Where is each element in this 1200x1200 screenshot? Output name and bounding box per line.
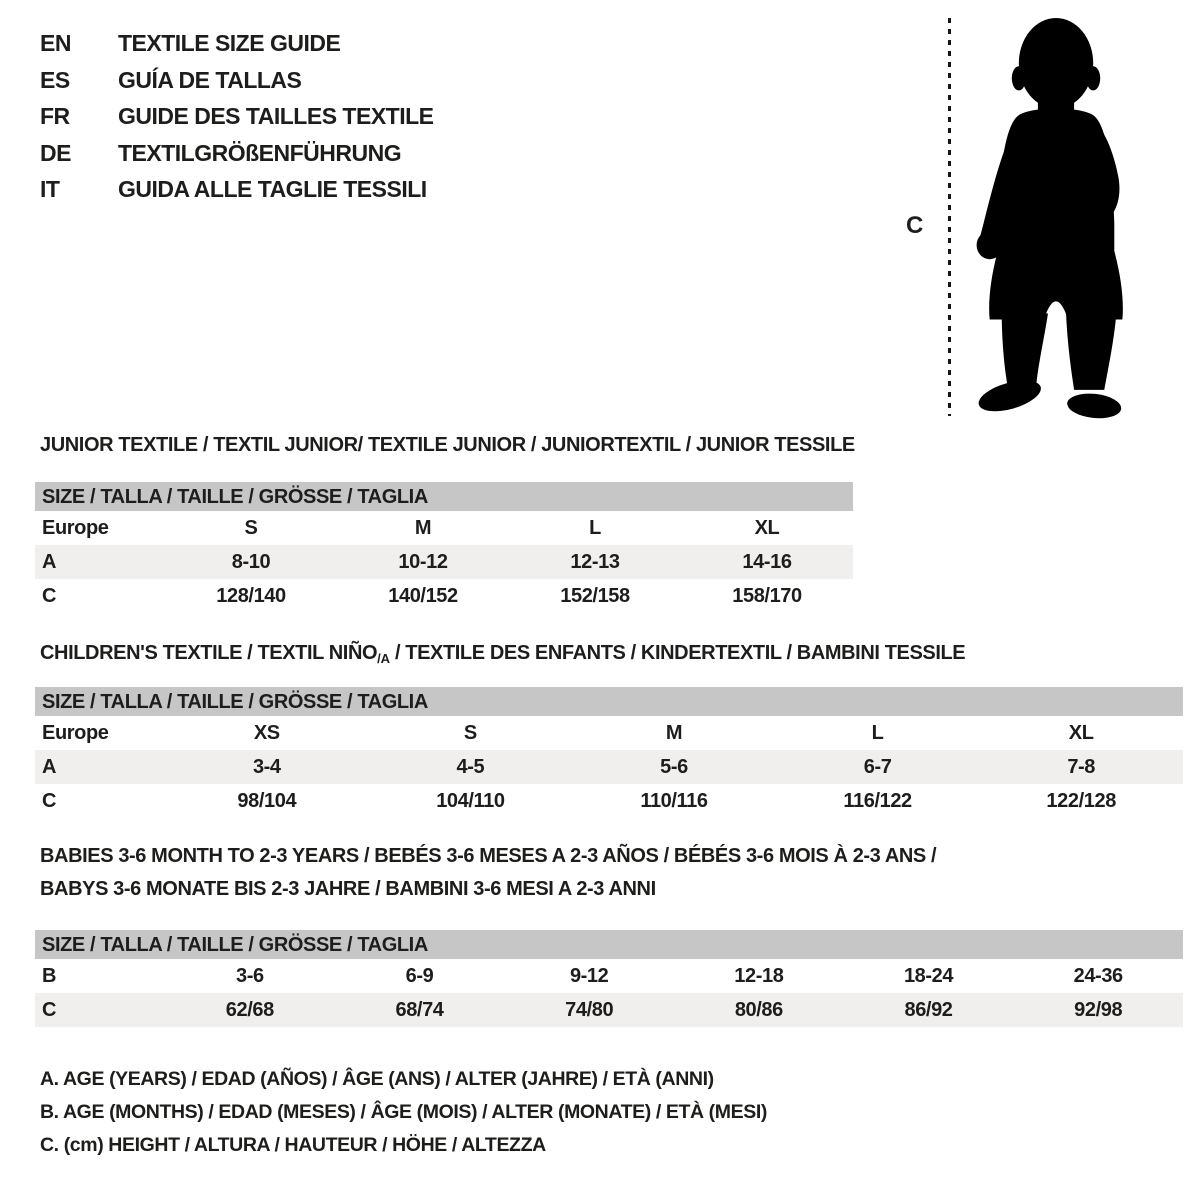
- guide-title-de: TEXTILGRÖßENFÜHRUNG: [118, 139, 402, 166]
- height-cell: 98/104: [237, 789, 297, 812]
- children-size-table: [35, 687, 1183, 818]
- height-cell: 68/74: [395, 998, 444, 1021]
- table-row-age: [35, 545, 853, 579]
- table-row-months: [35, 959, 1183, 993]
- children-section-title: [40, 642, 965, 670]
- language-row-es: [40, 68, 434, 105]
- height-cell: 80/86: [734, 998, 783, 1021]
- size-cell: XS: [253, 721, 280, 744]
- height-cell: 92/98: [1074, 998, 1123, 1021]
- height-cell: 86/92: [904, 998, 953, 1021]
- age-cell: 7-8: [1067, 755, 1096, 778]
- table-row-height: [35, 993, 1183, 1027]
- toddler-silhouette-icon: [966, 14, 1142, 420]
- language-code: DE: [40, 139, 71, 166]
- guide-title-fr: GUIDE DES TAILLES TEXTILE: [118, 103, 434, 129]
- row-label: A: [42, 755, 57, 778]
- junior-section-title: JUNIOR TEXTILE / TEXTIL JUNIOR/ TEXTILE JUNIOR / JUNIORTEXTIL / JUNIOR TESSILE: [40, 434, 855, 456]
- language-code: ES: [40, 66, 70, 93]
- row-label: A: [42, 550, 57, 573]
- row-label: C: [42, 998, 57, 1021]
- measurement-legend: [40, 1067, 767, 1166]
- size-cell: XL: [754, 516, 780, 539]
- height-cell: 158/170: [732, 584, 802, 607]
- language-title-list: [40, 31, 434, 214]
- guide-title-es: GUÍA DE TALLAS: [118, 66, 302, 93]
- size-header-row: SIZE / TALLA / TAILLE / GRÖSSE / TAGLIA: [35, 687, 1183, 716]
- guide-title-en: TEXTILE SIZE GUIDE: [118, 30, 341, 56]
- months-cell: 9-12: [569, 964, 609, 987]
- guide-title-it: GUIDA ALLE TAGLIE TESSILI: [118, 176, 427, 202]
- height-cell: 152/158: [560, 584, 630, 607]
- size-header-row: SIZE / TALLA / TAILLE / GRÖSSE / TAGLIA: [35, 930, 1183, 959]
- months-cell: 24-36: [1073, 964, 1123, 987]
- size-header-row: SIZE / TALLA / TAILLE / GRÖSSE / TAGLIA: [35, 482, 853, 511]
- age-cell: 8-10: [231, 550, 271, 573]
- size-cell: S: [244, 516, 258, 539]
- table-row-height: [35, 579, 853, 613]
- size-cell: M: [665, 721, 683, 744]
- legend-line-c: C. (cm) HEIGHT / ALTURA / HAUTEUR / HÖHE / ALTEZZA: [40, 1134, 546, 1156]
- babies-title-line1: BABIES 3-6 MONTH TO 2-3 YEARS / BEBÉS 3-6 MESES A 2-3 AÑOS / BÉBÉS 3-6 MOIS À 2-3 ANS /: [40, 845, 937, 867]
- size-cell: L: [871, 721, 884, 744]
- row-label: Europe: [42, 721, 109, 744]
- table-row-height: [35, 784, 1183, 818]
- height-cell: 116/122: [843, 789, 912, 812]
- height-measure-dashed-line: [948, 18, 951, 416]
- children-title-subscript: /A: [377, 651, 390, 666]
- months-cell: 3-6: [235, 964, 264, 987]
- height-cell: 122/128: [1046, 789, 1116, 812]
- size-cell: XL: [1068, 721, 1094, 744]
- age-cell: 14-16: [742, 550, 792, 573]
- legend-line-b: B. AGE (MONTHS) / EDAD (MESES) / ÂGE (MOIS) / ALTER (MONATE) / ETÀ (MESI): [40, 1101, 767, 1123]
- row-label: Europe: [42, 516, 109, 539]
- language-code: FR: [40, 103, 70, 129]
- height-cell: 74/80: [565, 998, 614, 1021]
- months-cell: 6-9: [405, 964, 434, 987]
- children-title-suffix: / TEXTILE DES ENFANTS / KINDERTEXTIL / BAMBINI TESSILE: [389, 642, 966, 664]
- row-label: B: [42, 964, 57, 987]
- language-row-en: [40, 31, 434, 68]
- table-row-europe: [35, 716, 1183, 750]
- language-code: EN: [40, 30, 71, 56]
- height-cell: 104/110: [436, 789, 505, 812]
- babies-section-title: [40, 840, 990, 906]
- table-row-europe: [35, 511, 853, 545]
- language-code: IT: [40, 176, 60, 202]
- height-cell: 128/140: [216, 584, 286, 607]
- table-row-age: [35, 750, 1183, 784]
- age-cell: 5-6: [660, 755, 688, 778]
- junior-size-table: [35, 482, 853, 613]
- size-cell: S: [463, 721, 477, 744]
- height-cell: 62/68: [225, 998, 274, 1021]
- language-row-fr: [40, 104, 434, 141]
- age-cell: 3-4: [252, 755, 281, 778]
- age-cell: 10-12: [398, 550, 448, 573]
- age-cell: 12-13: [570, 550, 620, 573]
- height-measure-label: C: [906, 212, 924, 239]
- language-row-de: [40, 141, 434, 178]
- age-cell: 4-5: [456, 755, 485, 778]
- age-cell: 6-7: [863, 755, 892, 778]
- babies-title-line2: BABYS 3-6 MONATE BIS 2-3 JAHRE / BAMBINI 3-6 MESI A 2-3 ANNI: [40, 878, 656, 900]
- row-label: C: [42, 789, 57, 812]
- babies-size-table: [35, 930, 1183, 1027]
- size-cell: L: [589, 516, 601, 539]
- legend-line-a: A. AGE (YEARS) / EDAD (AÑOS) / ÂGE (ANS) / ALTER (JAHRE) / ETÀ (ANNI): [40, 1068, 714, 1090]
- months-cell: 18-24: [903, 964, 954, 987]
- language-row-it: [40, 177, 434, 214]
- height-cell: 110/116: [640, 789, 708, 812]
- months-cell: 12-18: [734, 964, 784, 987]
- height-cell: 140/152: [388, 584, 458, 607]
- row-label: C: [42, 584, 57, 607]
- children-title-prefix: CHILDREN'S TEXTILE / TEXTIL NIÑO: [40, 642, 378, 664]
- size-cell: M: [414, 516, 432, 539]
